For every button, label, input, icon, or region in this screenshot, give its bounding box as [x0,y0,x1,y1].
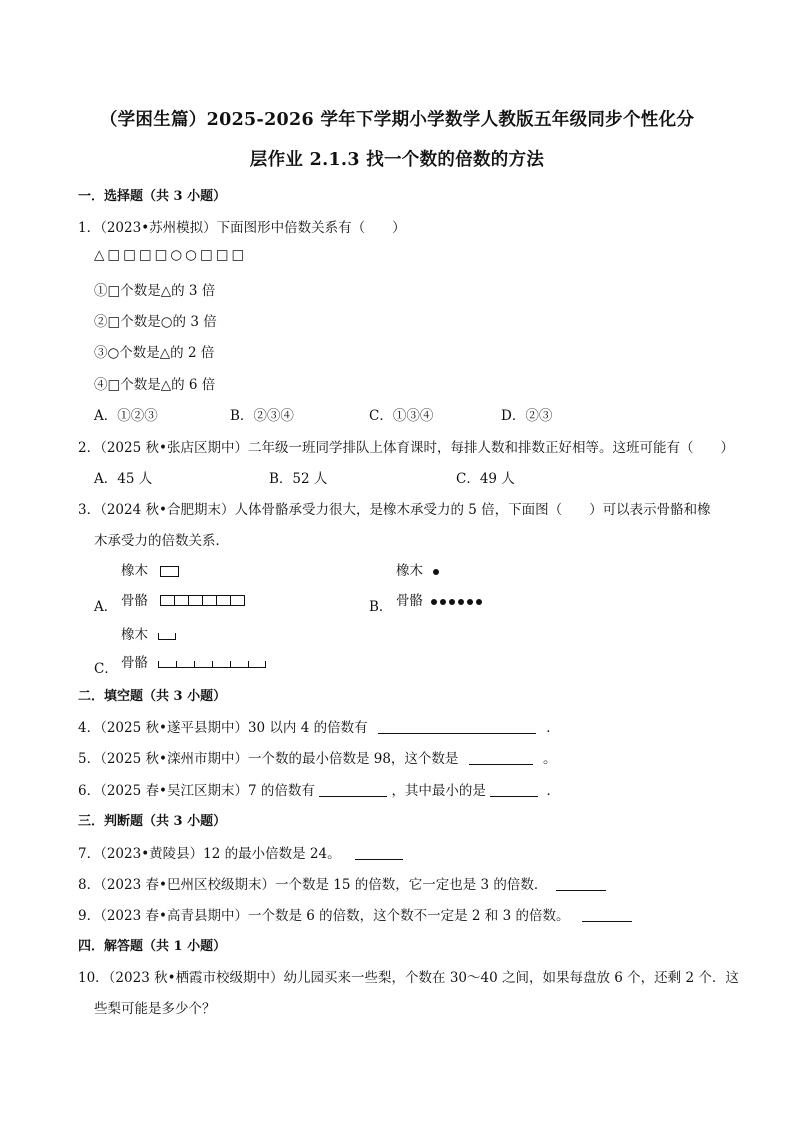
q3-b-bone-row [396,589,485,609]
q6-text-2: ，其中最小的是 [391,783,486,799]
q5-answer-blank[interactable] [469,750,533,765]
q1-option-b: B．②③④ [230,408,294,424]
q3-option-b-label: B． [369,599,393,615]
q8-line [78,873,606,893]
q2-option-b: B．52 人 [269,471,328,487]
q3-b-bone-dots [431,593,485,609]
q3-c-oak-label: 橡木 [121,627,148,643]
q4-period: ． [546,720,560,736]
q1-option-d: D．②③ [501,408,553,424]
q6-line [78,779,560,799]
q10-line-1: 10．（2023 秋•栖霞市校级期中）幼儿园买来一些梨，个数在 30～40 之间，如果每盘放 6 个，还剩 2 个．这 [78,970,739,986]
section-fill-heading: 二．填空题（共 3 小题） [78,689,227,704]
q3-a-bone-row [121,589,245,610]
q1-statement-2: ②□个数是○的 3 倍 [94,314,217,330]
q1-option-c: C．①③④ [369,408,434,424]
q1-statement-3: ③○个数是△的 2 倍 [94,345,215,361]
q2-option-a: A．45 人 [94,471,153,487]
q3-option-a-label: A． [94,599,118,615]
q3-c-oak-row [121,623,176,643]
q3-stem-line-2: 木承受力的倍数关系． [94,533,229,549]
q5-period: 。 [543,751,557,767]
q6-text: 6．（2025 春•吴江区期末）7 的倍数有 [78,783,315,799]
q3-a-bone-rects [160,594,245,610]
q3-c-bone-segments [158,659,266,668]
q3-c-oak-segment [158,631,176,640]
q1-statement-4: ④□个数是△的 6 倍 [94,377,216,393]
q7-answer-blank[interactable] [355,845,403,860]
q10-line-2: 些梨可能是多少个？ [94,1001,216,1017]
q7-text: 7．（2023•黄陵县）12 的最小倍数是 24。 [78,846,341,862]
q5-text: 5．（2025 秋•滦州市期中）一个数的最小倍数是 98，这个数是 [78,751,459,767]
q5-line [78,747,557,767]
q4-line [78,716,560,736]
q3-a-oak-row [121,559,179,579]
q1-statement-1: ①□个数是△的 3 倍 [94,283,216,299]
q3-b-bone-label: 骨骼 [396,593,423,609]
q3-b-oak-label: 橡木 [396,563,423,579]
q4-text: 4．（2025 秋•遂平县期中）30 以内 4 的倍数有 [78,720,368,736]
q8-text: 8．（2023 春•巴州区校级期末）一个数是 15 的倍数，它一定也是 3 的倍数． [78,877,548,893]
q3-a-oak-label: 橡木 [121,563,148,579]
q3-a-bone-label: 骨骼 [121,593,148,609]
q2-option-c: C．49 人 [456,471,515,487]
q6-answer-blank-1[interactable] [319,782,387,797]
q3-stem-line-1: 3．（2024 秋•合肥期末）人体骨骼承受力很大，是橡木承受力的 5 倍，下面图（ ）可以表示骨骼和橡 [78,502,711,518]
q3-c-bone-label: 骨骼 [121,655,148,671]
q9-answer-blank[interactable] [582,907,632,922]
q3-b-oak-row [396,559,442,579]
q9-line [78,904,632,924]
section-answer-heading: 四．解答题（共 1 小题） [78,939,227,954]
q6-period: ． [546,783,561,799]
q8-answer-blank[interactable] [556,876,606,891]
q1-stem: 1．（2023•苏州模拟）下面图形中倍数关系有（ ） [78,220,406,236]
title-line-1: （学困生篇）2025-2026 学年下学期小学数学人教版五年级同步个性化分 [99,110,695,130]
q1-option-a: A．①②③ [94,408,158,424]
section-choice-heading: 一．选择题（共 3 小题） [78,189,227,204]
q2-stem: 2．（2025 秋•张店区期中）二年级一班同学排队上体育课时，每排人数和排数正好相等。这班可能有（ ） [78,440,734,456]
title-line-2: 层作业 2.1.3 找一个数的倍数的方法 [249,150,545,170]
q4-answer-blank[interactable] [378,719,536,734]
q3-option-c-label: C． [94,661,118,677]
q9-text: 9．（2023 春•高青县期中）一个数是 6 的倍数，这个数不一定是 2 和 3 的倍数。 [78,908,570,924]
q3-b-oak-dot [433,569,439,575]
q6-answer-blank-2[interactable] [490,782,538,797]
section-judge-heading: 三．判断题（共 3 小题） [78,814,227,829]
q1-shape-sequence: △□□□□○○□□□ [94,247,248,263]
q7-line [78,842,403,862]
q3-a-oak-rect [160,566,179,577]
q3-c-bone-row [121,651,266,671]
